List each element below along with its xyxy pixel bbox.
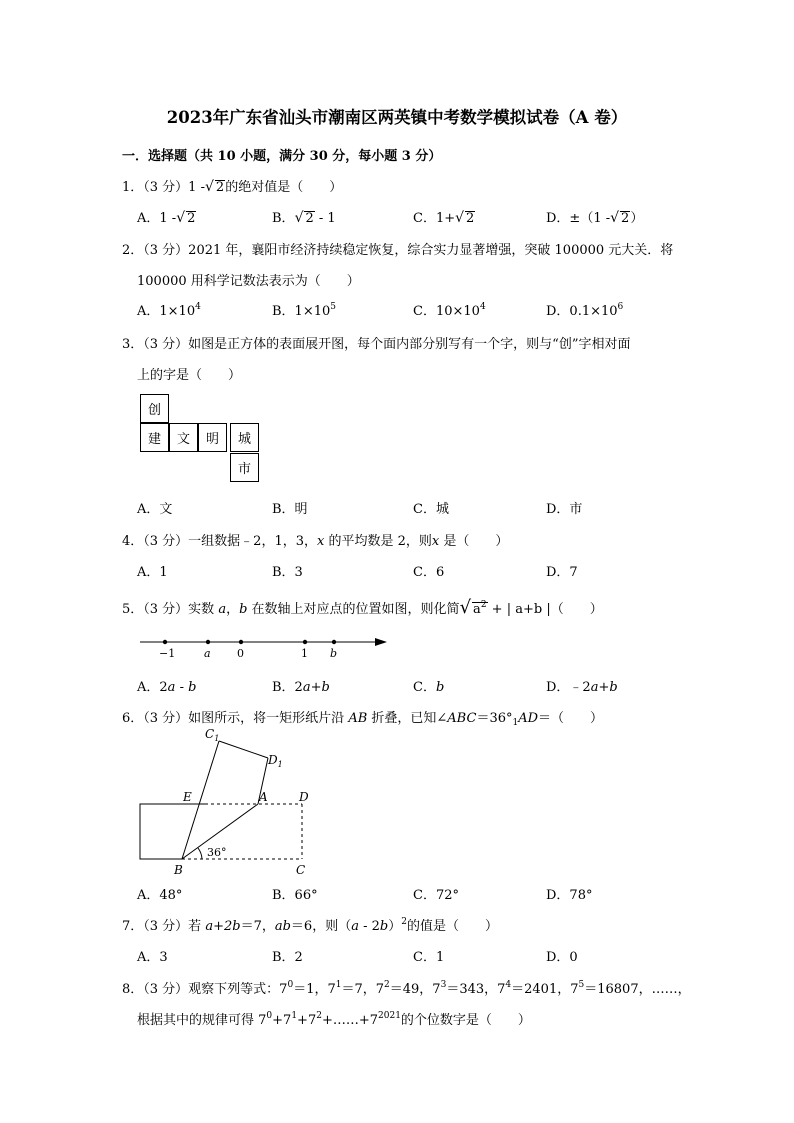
q8-part-1: ＝1，7	[293, 982, 336, 997]
q2-a-exp: 4	[195, 302, 201, 312]
q1-d-text: D．±（1 -	[546, 211, 611, 226]
net-cell-chuang: 创	[140, 394, 169, 423]
q8-exp-0: 0	[287, 980, 294, 990]
q2-option-b[interactable]	[272, 300, 336, 319]
question-6	[122, 707, 603, 726]
q2-c-base: C．10×10	[413, 304, 480, 319]
net-cell-jian: 建	[140, 423, 169, 452]
net-cell-shi: 市	[230, 453, 259, 482]
q5-rad-a: a	[473, 602, 481, 617]
q1-d-radicand: 2	[621, 211, 630, 226]
question-2-line-1: 2．（3 分）2021 年，襄阳市经济持续稳定恢复，综合实力显著增强，突破 100000 元大关．将	[122, 243, 674, 258]
q1-c-text: C．1+	[413, 211, 456, 226]
question-1: 1．（3 分）1 -√ 2的绝对值是（ ）	[122, 179, 343, 195]
label-d1-main: D	[268, 753, 278, 767]
q4-option-a[interactable]: A．1	[137, 565, 168, 580]
q2-c-exp: 4	[479, 302, 486, 312]
q6-mid: 折叠，已知∠	[367, 711, 448, 726]
q6-ab: AB	[344, 711, 368, 726]
net-cell-ming: 明	[198, 423, 227, 452]
q7-m3: - 2	[358, 919, 380, 934]
page-title: 2023年广东省汕头市潮南区两英镇中考数学模拟试卷（A 卷）	[166, 108, 628, 127]
q7-m2: ＝6，则（	[290, 919, 352, 934]
q2-option-d[interactable]	[546, 300, 623, 319]
q8-l2-part-2: +7	[297, 1013, 317, 1028]
q4-option-c[interactable]: C．6	[413, 565, 445, 580]
question-7	[122, 915, 498, 934]
number-line	[135, 630, 395, 660]
q8-l2-part-4: 的个位数字是（ ）	[400, 1013, 531, 1028]
label-a: A	[259, 790, 268, 804]
net-cell-cheng: 城	[230, 423, 259, 452]
net-cell-wen: 文	[169, 423, 198, 452]
question-3-line-1: 3．（3 分）如图是正方体的表面展开图，每个面内部分别写有一个字，则与“创”字相对面	[122, 337, 631, 352]
q1-a-text: A．1 -	[137, 211, 177, 226]
q2-b-exp: 5	[330, 302, 336, 312]
q8-l2-exp-2021: 2021	[378, 1011, 401, 1021]
q1-option-b[interactable]: B．√ 2 - 1	[272, 210, 336, 226]
q1-b-post: - 1	[314, 211, 336, 226]
point-minus-one	[163, 640, 167, 644]
q1-tail: 的绝对值是（ ）	[225, 180, 343, 195]
q5-var-b: b	[239, 602, 248, 617]
label-d1	[267, 753, 283, 769]
q5-a-post: -	[175, 680, 189, 695]
number-line-arrow	[375, 638, 387, 646]
label-e: E	[183, 790, 192, 804]
q7-m4: ）	[388, 919, 402, 934]
q8-l2-exp-0: 0	[266, 1011, 273, 1021]
q7-e3: a	[351, 919, 359, 934]
point-one	[303, 640, 307, 644]
q5-option-d[interactable]	[546, 676, 618, 695]
edge-c1-d1	[219, 741, 268, 758]
label-d: D	[299, 790, 309, 804]
q5-var-a: a	[214, 602, 227, 617]
q5-option-c[interactable]	[413, 676, 444, 695]
q6-abc: ABC	[447, 711, 477, 726]
q6-ad: AD	[518, 711, 539, 726]
q1-option-c[interactable]: C．1+√ 2	[413, 210, 475, 226]
section-heading: 一．选择题（共 10 小题，满分 30 分，每小题 3 分）	[122, 149, 442, 164]
q8-exp-1: 1	[335, 980, 342, 990]
point-zero	[239, 640, 243, 644]
q8-text: 8．（3 分）观察下列等式：7	[122, 982, 288, 997]
question-4	[122, 530, 508, 549]
q1-a-radicand: 2	[187, 211, 196, 226]
q7-e2: ab	[274, 919, 291, 934]
q5-b-var: a+b	[302, 680, 330, 695]
q6-sub: 1	[512, 718, 519, 728]
q8-part-3: ＝49，7	[389, 982, 441, 997]
q5-text: 5．（3 分）实数	[122, 602, 215, 617]
q6-option-b[interactable]: B．66°	[272, 888, 318, 903]
label-b: B	[174, 863, 183, 877]
question-5: 5．（3 分）实数 a，b 在数轴上对应点的位置如图，则化简√ $a^2$ + | a+b |（ ）	[122, 597, 603, 618]
q6-text: 6．（3 分）如图所示，将一矩形纸片沿	[122, 711, 345, 726]
q1-option-a[interactable]: A．1 -√ 2	[137, 210, 196, 226]
q8-part-5: ＝2401，7	[511, 982, 579, 997]
q8-part-6: ＝16807，……，	[584, 982, 691, 997]
q5-comma: ，	[226, 602, 240, 617]
q7-e4: b	[379, 919, 389, 934]
label-zero: 0	[237, 647, 244, 660]
q4-var-x2: x	[431, 534, 440, 549]
label-minus-one: −1	[159, 647, 176, 660]
q8-exp-5: 5	[578, 980, 585, 990]
q5-a-var2: b	[188, 680, 197, 695]
q4-mid: 的平均数是 2，则	[324, 534, 432, 549]
label-c: C	[296, 863, 306, 877]
q6-option-d[interactable]: D．78°	[546, 888, 593, 903]
q2-b-base: B．1×10	[272, 304, 331, 319]
q8-exp-4: 4	[505, 980, 512, 990]
q7-option-b[interactable]: B．2	[272, 950, 303, 965]
q5-radical	[472, 602, 488, 617]
q1-d-post: ）	[630, 211, 644, 226]
q8-line2-text: 根据其中的规律可得 7	[137, 1013, 267, 1028]
question-8-line-2	[137, 1009, 531, 1028]
q5-c-pre: C．	[413, 680, 436, 695]
q1-text: 1．（3 分）1 -	[122, 180, 205, 195]
q8-l2-exp-1: 1	[291, 1011, 298, 1021]
q3-option-a[interactable]: A．文	[137, 502, 173, 517]
question-3-line-2: 上的字是（ ）	[137, 368, 242, 383]
q1-radicand: 2	[215, 180, 225, 195]
q5-a-var: a	[167, 680, 176, 695]
q8-exp-3: 3	[440, 980, 447, 990]
q5-d-pre: D．﹣2	[546, 680, 591, 695]
q7-m1: ＝7，	[240, 919, 275, 934]
question-2-line-2: 100000 用科学记数法表示为（ ）	[137, 274, 360, 289]
q3-option-c[interactable]: C．城	[413, 502, 449, 517]
q5-abs: + | a+b |（ ）	[487, 602, 603, 617]
q3-option-d[interactable]: D．市	[546, 502, 583, 517]
q5-post: 在数轴上对应点的位置如图，则化简	[247, 602, 460, 617]
label-angle: 36°	[207, 846, 227, 859]
q4-var-x: x	[317, 534, 325, 549]
q2-option-c[interactable]	[413, 300, 486, 319]
q7-post: 的值是（ ）	[406, 919, 498, 934]
q2-a-base: A．1×10	[137, 304, 196, 319]
rect-left-edges	[140, 804, 205, 859]
q1-c-radicand: 2	[466, 211, 475, 226]
q6-deg: ＝36°	[476, 711, 513, 726]
q5-rad-exp: 2	[480, 600, 487, 610]
q2-d-base: D．0.1×10	[546, 304, 618, 319]
q1-b-radicand: 2	[305, 211, 314, 226]
q5-option-a[interactable]	[137, 676, 196, 695]
q6-option-a[interactable]: A．48°	[137, 888, 183, 903]
q7-option-a[interactable]: A．3	[137, 950, 168, 965]
q7-exp: 2	[401, 917, 407, 927]
q5-option-b[interactable]	[272, 676, 330, 695]
q8-l2-exp-2: 2	[316, 1011, 322, 1021]
q6-option-c[interactable]: C．72°	[413, 888, 459, 903]
q5-b-pre: B．2	[272, 680, 303, 695]
q6-post: ＝（ ）	[538, 711, 604, 726]
q2-d-exp: 6	[617, 302, 624, 312]
q3-option-b[interactable]: B．明	[272, 502, 308, 517]
point-b	[332, 640, 336, 644]
q5-a-pre: A．2	[137, 680, 168, 695]
label-d1-sub: 1	[277, 760, 283, 769]
q4-option-d[interactable]: D．7	[546, 565, 578, 580]
q5-c-var: b	[435, 680, 445, 695]
q7-text: 7．（3 分）若	[122, 919, 202, 934]
q8-part-2: ＝7，7	[341, 982, 385, 997]
q4-text: 4．（3 分）一组数据﹣2，1，3，	[122, 534, 317, 549]
label-one: 1	[301, 647, 308, 660]
label-c1-main: C	[205, 728, 215, 741]
label-b: b	[330, 647, 338, 660]
q8-part-4: ＝343，7	[446, 982, 506, 997]
point-a	[206, 640, 210, 644]
q8-exp-2: 2	[384, 980, 390, 990]
label-c1-sub: 1	[214, 734, 220, 743]
q5-d-var: a+b	[590, 680, 618, 695]
q8-l2-part-3: +……+7	[321, 1013, 379, 1028]
fold-figure	[130, 728, 330, 880]
question-8-line-1	[122, 978, 691, 997]
q7-e1: a+2b	[201, 919, 241, 934]
q7-option-c[interactable]: C．1	[413, 950, 445, 965]
label-a: a	[204, 647, 211, 660]
q8-l2-part-1: +7	[272, 1013, 292, 1028]
label-c1	[205, 728, 219, 743]
q7-option-d[interactable]: D．0	[546, 950, 578, 965]
q1-b-text: B．	[272, 211, 295, 226]
q2-option-a[interactable]	[137, 300, 201, 319]
angle-arc	[198, 848, 202, 859]
q4-option-b[interactable]: B．3	[272, 565, 303, 580]
q4-post: 是（ ）	[439, 534, 509, 549]
q1-option-d[interactable]: D．±（1 -√ 2）	[546, 210, 644, 226]
